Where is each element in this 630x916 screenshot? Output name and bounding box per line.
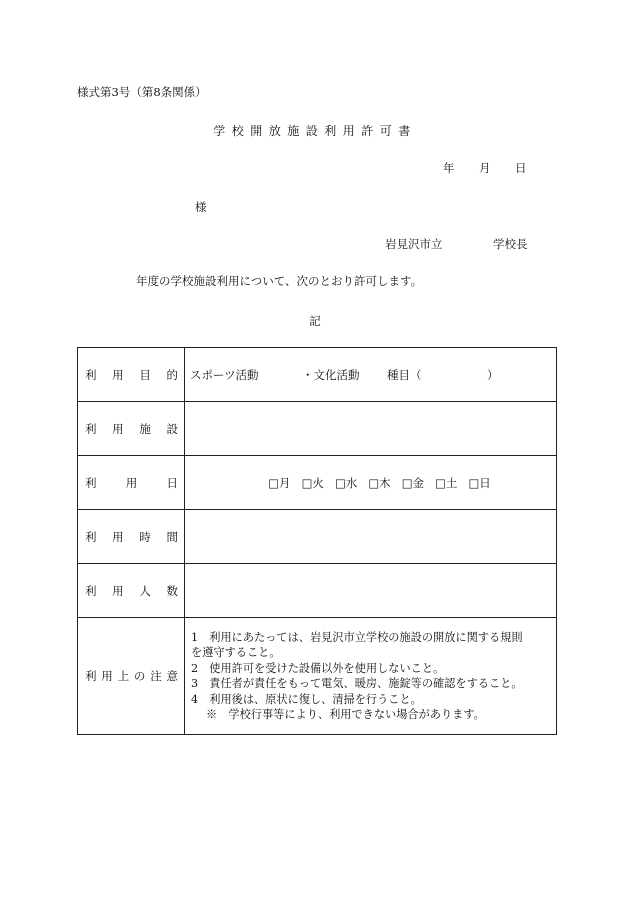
value-notes [185,618,557,735]
label-char: 数 [166,583,178,598]
row-notes [78,618,557,735]
label-char: 利 [85,421,97,436]
day-checkbox-mon[interactable]: □月 [268,475,291,490]
row-people [78,564,557,618]
note-line-2: 2 使用許可を受けた設備以外を使用しないこと。 [191,661,445,675]
label-char: 人 [139,583,151,598]
permit-table [77,347,557,735]
label-purpose [78,348,185,402]
label-notes [78,618,185,735]
label-char: 施 [139,421,151,436]
note-line-1-cont: を遵守すること。 [191,646,281,659]
label-char: 時 [139,529,151,544]
day-checkbox-tue[interactable]: □火 [301,475,324,490]
label-char: 用 [112,367,124,382]
label-char: 用 [112,583,124,598]
body-text: 年度の学校施設利用について、次のとおり許可します。 [136,274,423,288]
note-line-4: 4 利用後は、原状に復し、清掃を行うこと。 [191,692,422,706]
label-char: 利 [85,475,97,490]
day-checkbox-wed[interactable]: □水 [334,475,358,490]
label-time [78,510,185,564]
row-purpose [78,348,557,402]
label-char: 目 [139,367,151,382]
label-char: 間 [166,529,178,544]
ki-heading: 記 [309,314,321,328]
purpose-sports: スポーツ活動 [190,367,259,382]
row-facility [78,402,557,456]
label-char: 意 [166,669,178,683]
label-char: 設 [166,421,178,436]
row-days [78,456,557,510]
date-day: 日 [515,161,527,175]
label-char: 注 [150,669,162,683]
label-people [78,564,185,618]
label-char: 用 [112,421,124,436]
label-days [78,456,185,510]
label-char: 的 [166,367,178,382]
value-days [185,456,557,510]
label-char: 利 [85,669,97,683]
date-month: 月 [479,161,491,175]
purpose-category: 種目（ [387,367,422,382]
label-char: 日 [166,475,178,490]
value-time[interactable] [185,510,557,564]
label-char: 用 [112,529,124,544]
date-line [443,160,525,176]
row-time [78,510,557,564]
date-year: 年 [443,161,455,175]
day-checkbox-fri[interactable]: □金 [401,475,425,490]
label-char: 利 [85,529,97,544]
form-number: 様式第3号（第8条関係） [77,85,207,99]
value-purpose[interactable] [185,348,557,402]
value-people[interactable] [185,564,557,618]
day-checkbox-sat[interactable]: □土 [435,475,458,490]
purpose-close-paren: ） [487,367,499,382]
addressee-honorific: 様 [195,200,207,214]
label-char: 利 [85,367,97,382]
day-checkbox-sun[interactable]: □日 [468,475,491,490]
label-facility [78,402,185,456]
label-char: の [133,669,146,683]
label-char: 利 [85,583,97,598]
label-char: 用 [125,475,138,490]
label-char: 用 [101,669,113,683]
day-checkbox-thu[interactable]: □木 [368,475,391,490]
label-char: 上 [117,669,130,683]
note-line-3: 3 責任者が責任をもって電気、暖房、施錠等の確認をすること。 [191,677,523,690]
purpose-culture: ・文化活動 [302,367,360,382]
issuer-city: 岩見沢市立 [385,237,443,251]
note-line-1: 1 利用にあたっては、岩見沢市立学校の施設の開放に関する規則 [191,630,523,644]
document-title: 学校開放施設利用許可書 [213,124,417,138]
issuer-title: 学校長 [493,237,528,251]
note-caution: ※ 学校行事等により、利用できない場合があります。 [206,708,485,721]
value-facility[interactable] [185,402,557,456]
